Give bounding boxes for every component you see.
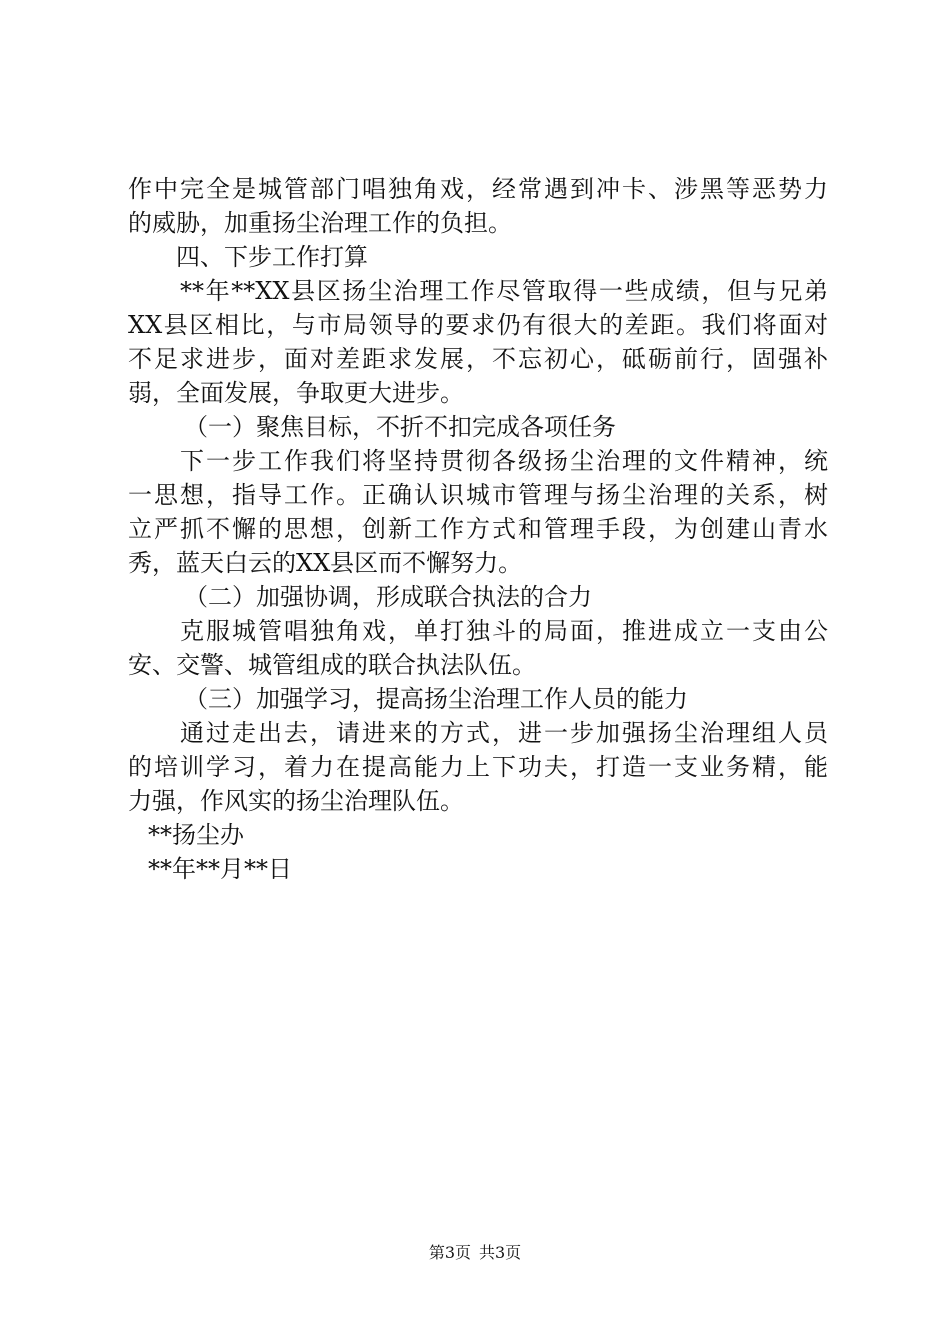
body-line: 下一步工作我们将坚持贯彻各级扬尘治理的文件精神，统 (180, 447, 828, 475)
page-number-current: 第3页 (428, 1243, 471, 1262)
document-body (128, 172, 828, 886)
signature-date: **年**月**日 (148, 855, 292, 883)
body-line: 的威胁，加重扬尘治理工作的负担。 (128, 209, 512, 237)
body-line: 克服城管唱独角戏，单打独斗的局面，推进成立一支由公 (180, 617, 828, 645)
body-line: 立严抓不懈的思想，创新工作方式和管理手段，为创建山青水 (128, 515, 828, 543)
body-line: 通过走出去，请进来的方式，进一步加强扬尘治理组人员 (180, 719, 828, 747)
subsection-heading: （一）聚焦目标，不折不扣完成各项任务 (184, 413, 616, 441)
subsection-heading: （三）加强学习，提高扬尘治理工作人员的能力 (184, 685, 688, 713)
page-number-total: 共3页 (479, 1243, 522, 1262)
subsection-heading: （二）加强协调，形成联合执法的合力 (184, 583, 592, 611)
body-line: **年**XX县区扬尘治理工作尽管取得一些成绩，但与兄弟 (180, 277, 828, 305)
body-line: 不足求进步，面对差距求发展，不忘初心，砥砺前行，固强补 (128, 345, 828, 373)
body-line: 一思想，指导工作。正确认识城市管理与扬尘治理的关系，树 (128, 481, 828, 509)
body-line: 安、交警、城管组成的联合执法队伍。 (128, 651, 536, 679)
body-line: 力强，作风实的扬尘治理队伍。 (128, 787, 464, 815)
body-line: 的培训学习，着力在提高能力上下功夫，打造一支业务精，能 (128, 753, 828, 781)
section-heading: 四、下步工作打算 (176, 243, 368, 271)
body-line: 作中完全是城管部门唱独角戏，经常遇到冲卡、涉黑等恶势力 (128, 175, 828, 203)
body-line: XX县区相比，与市局领导的要求仍有很大的差距。我们将面对 (128, 311, 828, 339)
body-line: 秀，蓝天白云的XX县区而不懈努力。 (128, 549, 523, 577)
signature-org: **扬尘办 (148, 821, 244, 849)
page-footer (0, 1243, 950, 1263)
body-line: 弱，全面发展，争取更大进步。 (128, 379, 464, 407)
